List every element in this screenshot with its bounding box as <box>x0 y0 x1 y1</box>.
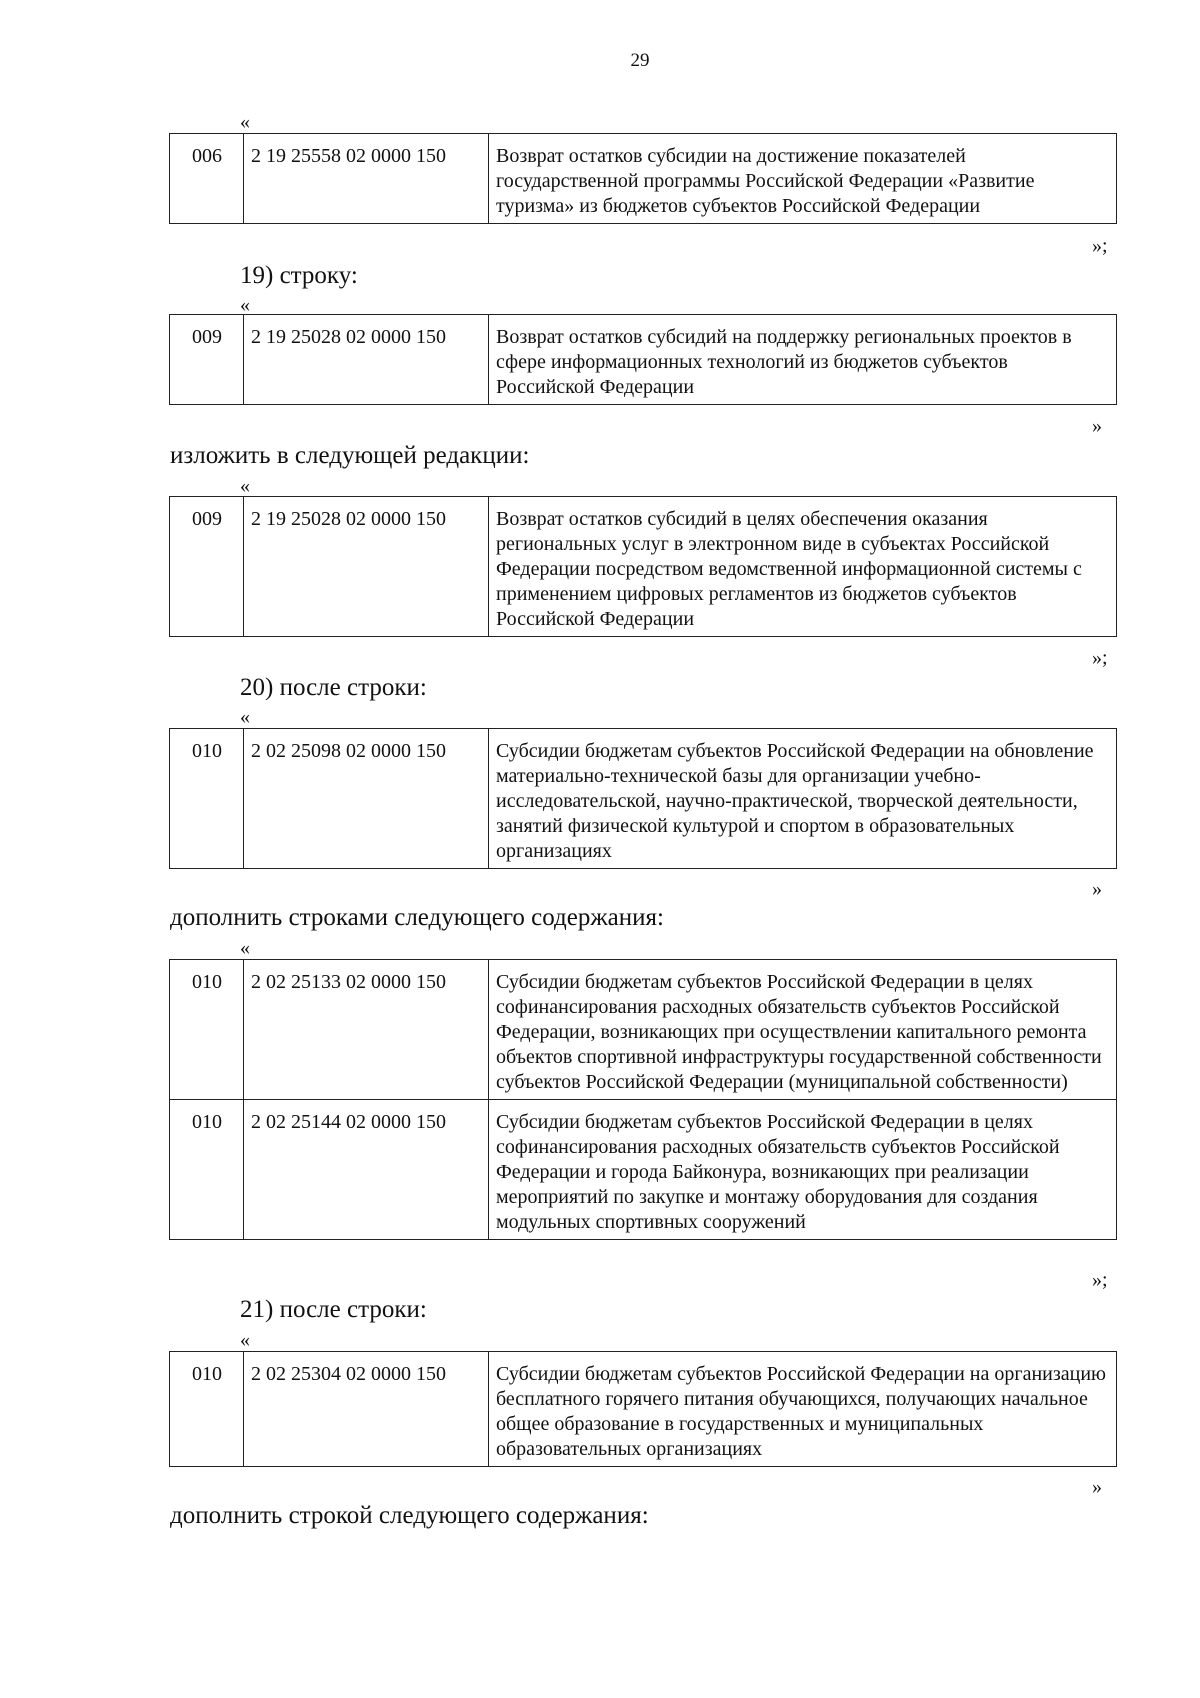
instruction-text: изложить в следующей редакции: <box>170 442 530 469</box>
record-table <box>169 728 1117 869</box>
close-quote: »; <box>1092 647 1108 669</box>
open-quote: « <box>240 706 250 728</box>
table-row <box>170 497 1117 637</box>
classification-code-cell: 2 02 25098 02 0000 150 <box>244 729 489 869</box>
instruction-text: дополнить строками следующего содержания: <box>170 904 664 931</box>
table-row <box>170 729 1117 869</box>
record-table <box>169 959 1117 1240</box>
admin-code-cell: 010 <box>170 1100 244 1240</box>
admin-code-cell: 006 <box>170 134 244 224</box>
admin-code-cell: 010 <box>170 960 244 1100</box>
record-table <box>169 1351 1117 1467</box>
admin-code-cell: 009 <box>170 315 244 405</box>
admin-code-cell: 010 <box>170 1352 244 1467</box>
classification-code-cell: 2 19 25028 02 0000 150 <box>244 315 489 405</box>
instruction-text: 20) после строки: <box>240 674 427 701</box>
final-instruction: дополнить строкой следующего содержания: <box>170 1502 649 1529</box>
open-quote: « <box>240 111 250 133</box>
classification-code-cell: 2 02 25133 02 0000 150 <box>244 960 489 1100</box>
classification-code-cell: 2 19 25028 02 0000 150 <box>244 497 489 637</box>
classification-code-cell: 2 19 25558 02 0000 150 <box>244 134 489 224</box>
record-table <box>169 496 1117 637</box>
open-quote: « <box>240 937 250 959</box>
description-cell: Субсидии бюджетам субъектов Российской Федерации в целях софинансирования расходных обязательств субъектов Российской Федерации, возникающих при осуществлении капитального ремонта объектов спортивной инфраструктуры государственной собственности субъектов Российской Федерации (муниципальной собственности) <box>489 960 1117 1100</box>
close-quote: » <box>1092 1476 1102 1498</box>
close-quote: »; <box>1092 1269 1108 1291</box>
description-cell: Возврат остатков субсидии на достижение показателей государственной программы Российской Федерации «Развитие туризма» из бюджетов субъектов Российской Федерации <box>489 134 1117 224</box>
description-cell: Субсидии бюджетам субъектов Российской Федерации на обновление материально-технической базы для организации учебно-исследовательской, научно-практической, творческой деятельности, занятий физической культурой и спортом в образовательных организациях <box>489 729 1117 869</box>
open-quote: « <box>240 1329 250 1351</box>
open-quote: « <box>240 294 250 316</box>
admin-code-cell: 010 <box>170 729 244 869</box>
table-row <box>170 1100 1117 1240</box>
page-number: 29 <box>630 50 650 71</box>
table-row <box>170 960 1117 1100</box>
instruction-text: 19) строку: <box>240 262 358 289</box>
table-row <box>170 315 1117 405</box>
open-quote: « <box>240 475 250 497</box>
table-row <box>170 134 1117 224</box>
description-cell: Субсидии бюджетам субъектов Российской Федерации на организацию бесплатного горячего питания обучающихся, получающих начальное общее образование в государственных и муниципальных образовательных организациях <box>489 1352 1117 1467</box>
record-table <box>169 314 1117 405</box>
close-quote: » <box>1092 415 1102 437</box>
record-table <box>169 133 1117 224</box>
table-row <box>170 1352 1117 1467</box>
classification-code-cell: 2 02 25304 02 0000 150 <box>244 1352 489 1467</box>
description-cell: Возврат остатков субсидий на поддержку региональных проектов в сфере информационных технологий из бюджетов субъектов Российской Федерации <box>489 315 1117 405</box>
instruction-text: 21) после строки: <box>240 1296 427 1323</box>
description-cell: Возврат остатков субсидий в целях обеспечения оказания региональных услуг в электронном виде в субъектах Российской Федерации посредством ведомственной информационной системы с применением цифровых регламентов из бюджетов субъектов Российской Федерации <box>489 497 1117 637</box>
description-cell: Субсидии бюджетам субъектов Российской Федерации в целях софинансирования расходных обязательств субъектов Российской Федерации и города Байконура, возникающих при реализации мероприятий по закупке и монтажу оборудования для создания модульных спортивных сооружений <box>489 1100 1117 1240</box>
close-quote: » <box>1092 878 1102 900</box>
admin-code-cell: 009 <box>170 497 244 637</box>
close-quote: »; <box>1092 235 1108 257</box>
classification-code-cell: 2 02 25144 02 0000 150 <box>244 1100 489 1240</box>
